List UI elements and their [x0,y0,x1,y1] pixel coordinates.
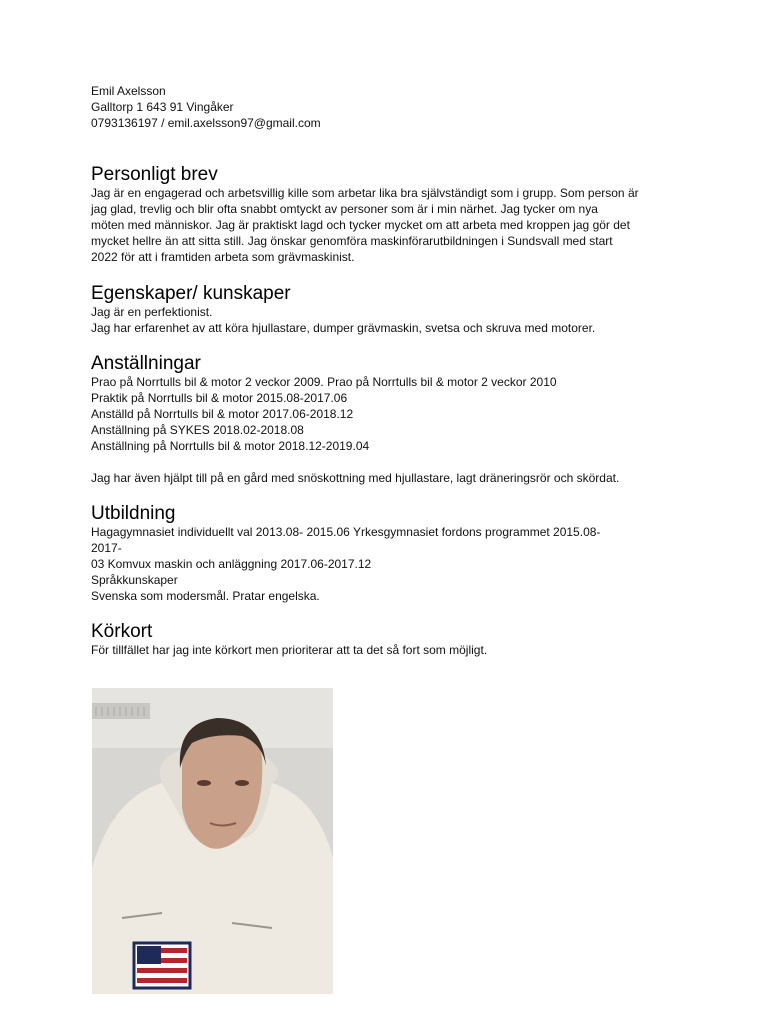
heading-egenskaper: Egenskaper/ kunskaper [91,283,291,304]
utbildning-line: 2017- [91,541,122,555]
contact-name: Emil Axelsson [91,84,166,98]
personligt-line: mycket hellre än att sitta still. Jag önskar genomföra maskinförarutbildningen i Sundsvall med start [91,234,613,248]
anstallning-line: Anställning på SYKES 2018.02-2018.08 [91,423,304,437]
utbildning-line: Svenska som modersmål. Pratar engelska. [91,589,320,603]
utbildning-line: 03 Komvux maskin och anläggning 2017.06-2017.12 [91,557,372,571]
section-utbildning [91,504,691,604]
heading-anstallningar: Anställningar [91,353,201,374]
profile-photo [92,688,333,994]
section-egenskaper [91,284,691,336]
utbildning-line: Språkkunskaper [91,573,178,587]
personligt-line: Jag är en engagerad och arbetsvillig kille som arbetar lika bra självständigt som i grupp. Som person är [91,186,639,200]
personligt-line: möten med människor. Jag är praktiskt lagd och tycker mycket om att arbeta med kroppen jag gör det [91,218,630,232]
cv-document [91,83,691,657]
contact-block [91,83,691,131]
anstallning-line: Prao på Norrtulls bil & motor 2 veckor 2009. Prao på Norrtulls bil & motor 2 veckor 2010 [91,375,557,389]
egenskaper-line: Jag har erfarenhet av att köra hjullastare, dumper grävmaskin, svetsa och skruva med motorer. [91,321,596,335]
section-personligt-brev [91,165,691,265]
anstallning-line: Anställd på Norrtulls bil & motor 2017.06-2018.12 [91,407,354,421]
egenskaper-line: Jag är en perfektionist. [91,305,213,319]
wall-vent [92,703,150,719]
contact-phone-email: 0793136197 / emil.axelsson97@gmail.com [91,116,321,130]
anstallning-line: Anställning på Norrtulls bil & motor 2018.12-2019.04 [91,439,370,453]
anstallning-line: Praktik på Norrtulls bil & motor 2015.08-2017.06 [91,391,348,405]
heading-utbildning: Utbildning [91,503,176,524]
anstallning-extra: Jag har även hjälpt till på en gård med snöskottning med hjullastare, lagt dräneringsrör och skördat. [91,471,620,485]
flag-emblem [134,943,190,988]
heading-korkort: Körkort [91,621,153,642]
contact-address: Galltorp 1 643 91 Vingåker [91,100,234,114]
section-anstallningar [91,354,691,486]
heading-personligt-brev: Personligt brev [91,164,218,185]
section-korkort [91,622,691,658]
utbildning-line: Hagagymnasiet individuellt val 2013.08- 2015.06 Yrkesgymnasiet fordons programmet 2015.08- [91,525,601,539]
personligt-line: jag glad, trevlig och blir ofta snabbt omtyckt av personer som är i min närhet. Jag tycker om nya [91,202,598,216]
korkort-line: För tillfället har jag inte körkort men prioriterar att ta det så fort som möjligt. [91,643,488,657]
personligt-line: 2022 för att i framtiden arbeta som grävmaskinist. [91,250,355,264]
